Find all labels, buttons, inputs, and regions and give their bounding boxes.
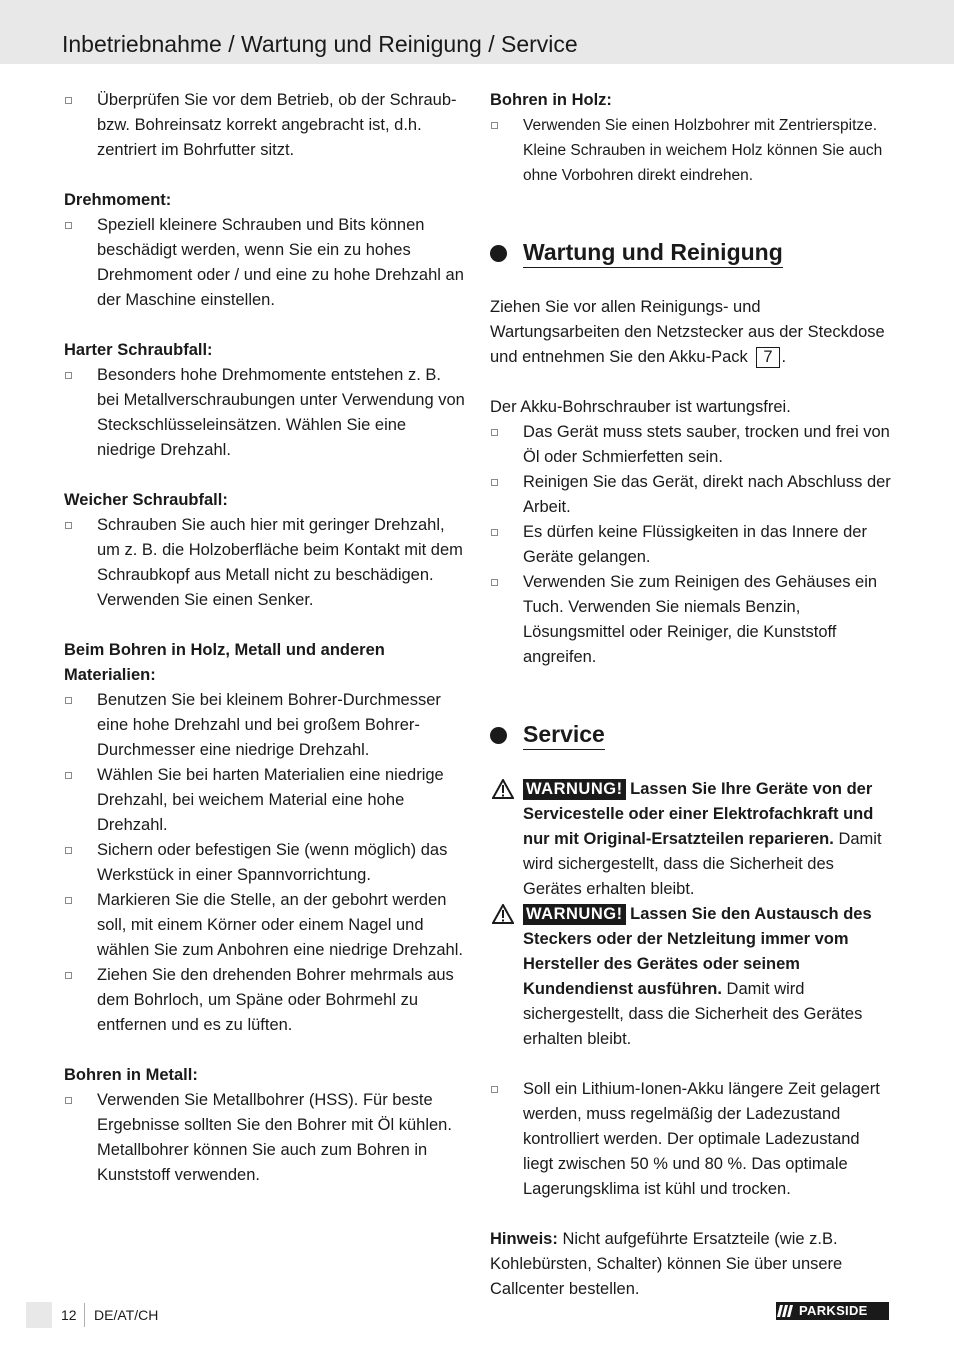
brand-name: PARKSIDE — [799, 1303, 868, 1318]
page-header — [0, 0, 954, 64]
checkbox-bullet-icon — [491, 479, 498, 486]
subheading: Bohren in Metall: — [64, 1066, 198, 1084]
checkbox-bullet-icon — [65, 772, 72, 779]
right-column — [490, 88, 892, 1302]
warning-triangle-icon — [492, 779, 514, 799]
list-item: Verwenden Sie einen Holzbohrer mit Zentrierspitze. Kleine Schrauben in weichem Holz können Sie auch ohne Vorbohren direkt eindrehen. — [490, 113, 892, 188]
checkbox-bullet-icon — [65, 97, 72, 104]
list-item: Überprüfen Sie vor dem Betrieb, ob der Schraub- bzw. Bohreinsatz korrekt angebracht ist, d.h. zentriert im Bohrfutter sitzt. — [64, 88, 466, 163]
list-item: Soll ein Lithium-Ionen-Akku längere Zeit gelagert werden, muss regelmäßig der Ladezustand kontrolliert werden. Der optimale Ladezustand liegt zwischen 50 % und 80 %. Das optimale Lagerungsklima ist kühl und trocken. — [490, 1077, 892, 1202]
figure-reference: 7 — [756, 347, 779, 368]
list-item: Verwenden Sie Metallbohrer (HSS). Für beste Ergebnisse sollten Sie den Bohrer mit Öl kühlen. Metallbohrer können Sie auch zum Bohren in Kunststoff verwenden. — [64, 1088, 466, 1188]
list-item: Wählen Sie bei harten Materialien eine niedrige Drehzahl, bei weichem Material eine hohe Drehzahl. — [64, 763, 466, 838]
logo-stripes-icon — [776, 1302, 796, 1320]
parkside-logo — [776, 1302, 889, 1320]
footer-marker — [26, 1302, 52, 1328]
footer-divider — [84, 1303, 85, 1327]
subheading: Bohren in Holz: — [490, 91, 612, 109]
list-item: Ziehen Sie den drehenden Bohrer mehrmals aus dem Bohrloch, um Späne oder Bohrmehl zu entfernen und es zu lüften. — [64, 963, 466, 1038]
warning-label: WARNUNG! — [523, 779, 626, 800]
subheading: Harter Schraubfall: — [64, 341, 213, 359]
checkbox-bullet-icon — [491, 579, 498, 586]
section-title: Wartung und Reinigung — [523, 238, 783, 268]
paragraph: Der Akku-Bohrschrauber ist wartungsfrei. — [490, 398, 791, 416]
list-item: Besonders hohe Drehmomente entstehen z. B. bei Metallverschraubungen unter Verwendung von Steckschlüsseleinsätzen. Wählen Sie eine niedrige Drehzahl. — [64, 363, 466, 463]
warning-block: WARNUNG! Lassen Sie Ihre Geräte von der Servicestelle oder einer Elektrofachkraft und nur mit Original-Ersatzteilen reparieren. Damit wird sichergestellt, dass die Sicherheit des Gerätes erhalten bleibt. — [490, 777, 892, 902]
warning-triangle-icon — [492, 904, 514, 924]
checkbox-bullet-icon — [491, 429, 498, 436]
checkbox-bullet-icon — [65, 1097, 72, 1104]
subheading: Drehmoment: — [64, 191, 172, 209]
bullet-dot-icon — [490, 727, 507, 744]
warning-label: WARNUNG! — [523, 904, 626, 925]
paragraph: Ziehen Sie vor allen Reinigungs- und Wartungsarbeiten den Netzstecker aus der Steckdose und entnehmen Sie den Akku-Pack 7 . — [490, 298, 885, 366]
checkbox-bullet-icon — [65, 222, 72, 229]
section-title: Service — [523, 720, 605, 750]
list-item: Sichern oder befestigen Sie (wenn möglich) das Werkstück in einer Spannvorrichtung. — [64, 838, 466, 888]
list-item: Schrauben Sie auch hier mit geringer Drehzahl, um z. B. die Holzoberfläche beim Kontakt mit dem Schraubkopf aus Metall nicht zu beschädigen. Verwenden Sie einen Senker. — [64, 513, 466, 613]
checkbox-bullet-icon — [65, 522, 72, 529]
list-item: Es dürfen keine Flüssigkeiten in das Innere der Geräte gelangen. — [490, 520, 892, 570]
bullet-dot-icon — [490, 245, 507, 262]
hint-paragraph: Hinweis: Nicht aufgeführte Ersatzteile (wie z.B. Kohlebürsten, Schalter) können Sie über unsere Callcenter bestellen. — [490, 1230, 843, 1298]
page-number: 12 — [61, 1307, 77, 1323]
list-item: Verwenden Sie zum Reinigen des Gehäuses ein Tuch. Verwenden Sie niemals Benzin, Lösungsmittel oder Reiniger, die Kunststoff angreifen. — [490, 570, 892, 670]
list-item: Speziell kleinere Schrauben und Bits können beschädigt werden, wenn Sie ein zu hohes Drehmoment oder / und eine zu hohe Drehzahl an der Maschine einstellen. — [64, 213, 466, 313]
list-item: Reinigen Sie das Gerät, direkt nach Abschluss der Arbeit. — [490, 470, 892, 520]
checkbox-bullet-icon — [65, 897, 72, 904]
checkbox-bullet-icon — [491, 1086, 498, 1093]
checkbox-bullet-icon — [491, 529, 498, 536]
checkbox-bullet-icon — [491, 122, 498, 129]
section-heading-service — [490, 720, 892, 750]
checkbox-bullet-icon — [65, 372, 72, 379]
region-label: DE/AT/CH — [94, 1307, 159, 1323]
list-item: Benutzen Sie bei kleinem Bohrer-Durchmesser eine hohe Drehzahl und bei großem Bohrer-Durchmesser eine niedrige Drehzahl. — [64, 688, 466, 763]
left-column — [64, 88, 466, 1188]
page-title: Inbetriebnahme / Wartung und Reinigung / Service — [62, 31, 578, 57]
checkbox-bullet-icon — [65, 697, 72, 704]
warning-block: WARNUNG! Lassen Sie den Austausch des Steckers oder der Netzleitung immer vom Hersteller des Gerätes oder seinem Kundendienst ausführen. Damit wird sichergestellt, dass die Sicherheit des Gerätes erhalten bleibt. — [490, 902, 892, 1052]
list-item: Das Gerät muss stets sauber, trocken und frei von Öl oder Schmierfetten sein. — [490, 420, 892, 470]
subheading: Beim Bohren in Holz, Metall und anderen Materialien: — [64, 641, 385, 684]
list-item: Markieren Sie die Stelle, an der gebohrt werden soll, mit einem Körner oder einem Nagel und wählen Sie zum Anbohren eine niedrige Drehzahl. — [64, 888, 466, 963]
subheading: Weicher Schraubfall: — [64, 491, 228, 509]
checkbox-bullet-icon — [65, 972, 72, 979]
checkbox-bullet-icon — [65, 847, 72, 854]
section-heading-maintenance — [490, 238, 892, 268]
